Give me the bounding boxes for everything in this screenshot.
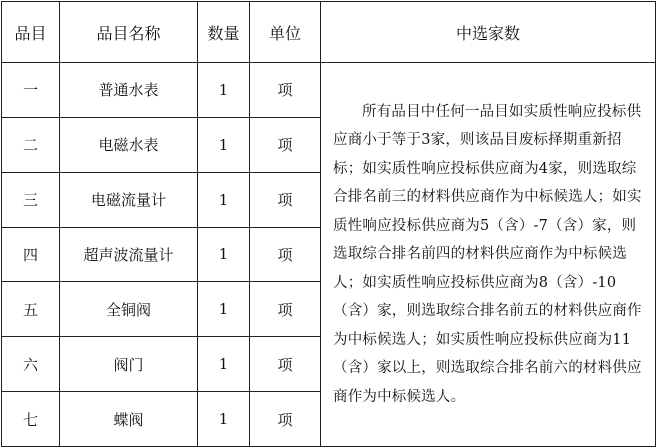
item-unit: 项 (250, 392, 321, 447)
item-unit: 项 (250, 63, 321, 118)
item-unit: 项 (250, 172, 321, 227)
item-no: 二 (2, 117, 60, 172)
item-name: 电磁水表 (60, 117, 198, 172)
procurement-table (1, 1, 656, 447)
header-item-name: 品目名称 (60, 2, 198, 63)
table-row (2, 63, 656, 118)
item-qty: 1 (198, 117, 250, 172)
item-no: 七 (2, 392, 60, 447)
item-qty: 1 (198, 63, 250, 118)
item-name: 超声波流量计 (60, 227, 198, 282)
header-unit: 单位 (250, 2, 321, 63)
item-unit: 项 (250, 282, 321, 337)
item-no: 五 (2, 282, 60, 337)
item-name: 普通水表 (60, 63, 198, 118)
item-qty: 1 (198, 337, 250, 392)
header-quantity: 数量 (198, 2, 250, 63)
item-qty: 1 (198, 282, 250, 337)
item-unit: 项 (250, 337, 321, 392)
item-unit: 项 (250, 117, 321, 172)
header-row (2, 2, 656, 63)
item-qty: 1 (198, 172, 250, 227)
header-item-no: 品目 (2, 2, 60, 63)
item-no: 一 (2, 63, 60, 118)
selection-rule-note: 所有品目中任何一品目如实质性响应投标供应商小于等于3家，则该品目废标择期重新招标；如实质性响应投标供应商为4家，则选取综合排名前三的材料供应商作为中标候选人；如实质性响应投标供应商为5（含）-7（含）家，则选取综合排名前四的材料供应商作为中标候选人；如实质性响应投标供应商为8（含）-10（含）家，则选取综合排名前五的材料供应商作为中标候选人；如实质性响应投标供应商为11（含）家以上，则选取综合排名前六的材料供应商作为中标候选人。 (321, 63, 656, 447)
item-unit: 项 (250, 227, 321, 282)
item-name: 电磁流量计 (60, 172, 198, 227)
item-qty: 1 (198, 227, 250, 282)
item-no: 四 (2, 227, 60, 282)
item-name: 全铜阀 (60, 282, 198, 337)
header-selected-count: 中选家数 (321, 2, 656, 63)
item-no: 六 (2, 337, 60, 392)
item-no: 三 (2, 172, 60, 227)
item-qty: 1 (198, 392, 250, 447)
item-name: 阀门 (60, 337, 198, 392)
item-name: 蝶阀 (60, 392, 198, 447)
